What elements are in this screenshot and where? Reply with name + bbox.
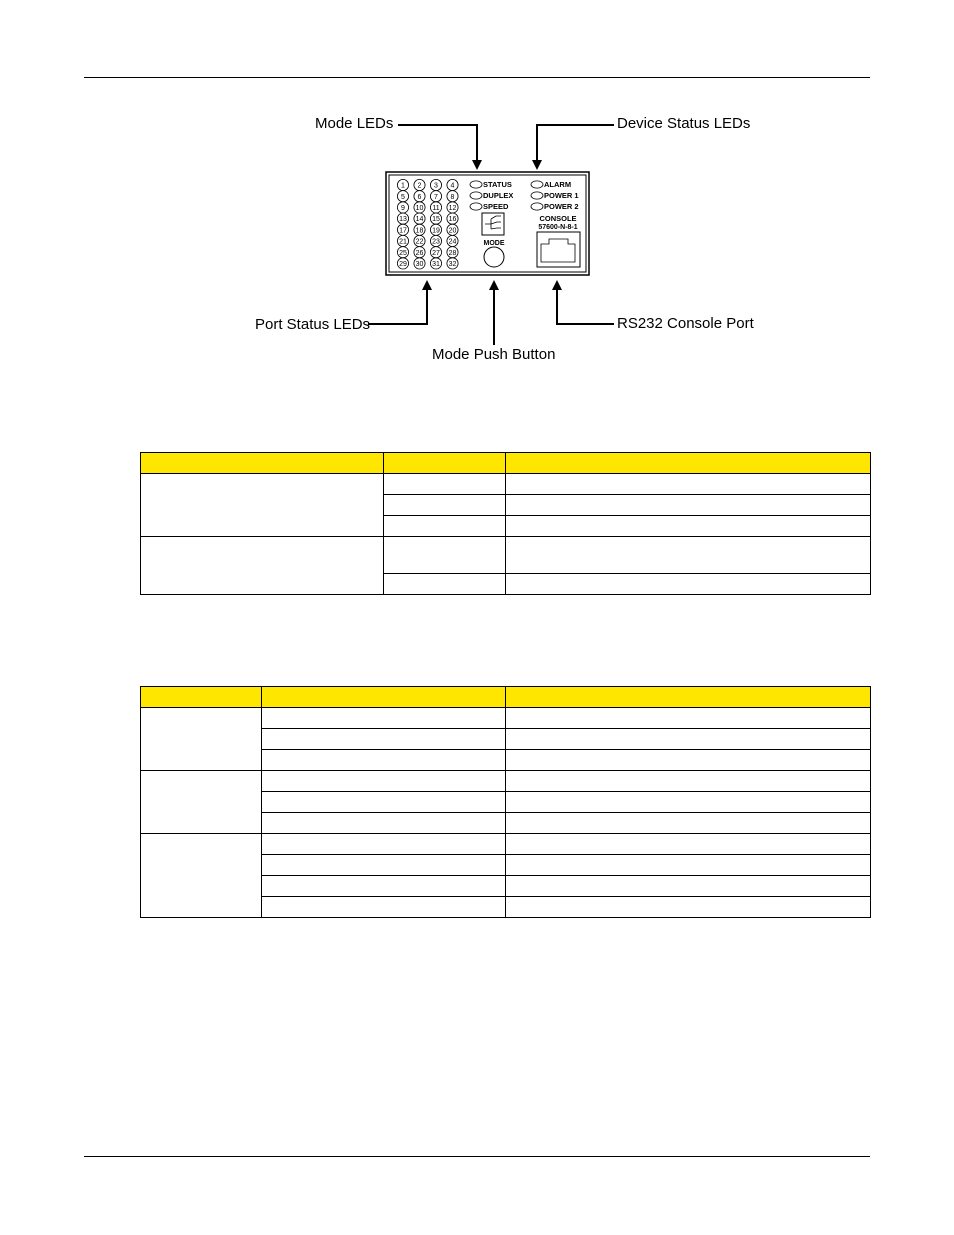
port-led-15 (430, 213, 441, 224)
port-led-number: 13 (399, 216, 407, 224)
port-led-22 (414, 235, 425, 246)
device-led-label: POWER 2 (544, 202, 579, 212)
table-header-row (141, 453, 871, 474)
mode-push-button[interactable] (484, 247, 504, 267)
table-row (141, 708, 871, 729)
port-led-table (140, 452, 871, 595)
console-port-leader (557, 284, 614, 324)
port-led-9 (397, 202, 408, 213)
callout-rs232-console-port: RS232 Console Port (617, 315, 754, 332)
port-led-6 (414, 191, 425, 202)
mode-led-status (470, 180, 512, 189)
device-led-alarm (531, 180, 571, 189)
port-led-number: 31 (432, 261, 440, 268)
port-led-7 (430, 191, 441, 202)
port-led-number: 16 (448, 216, 457, 224)
port-led-13 (397, 213, 408, 224)
port-led-11 (430, 202, 441, 213)
port-led-number: 22 (415, 238, 424, 246)
device-led-power-1 (531, 191, 579, 200)
port-led-number: 6 (417, 193, 422, 201)
port-led-number: 18 (415, 227, 424, 235)
port-led-number: 8 (450, 193, 455, 201)
port-led-number: 2 (417, 182, 422, 190)
port-led-29 (397, 258, 408, 269)
device-led-power-2 (531, 202, 579, 211)
port-led-26 (414, 247, 425, 258)
port-led-10 (414, 202, 425, 213)
port-led-number: 30 (415, 261, 424, 268)
port-led-number: 17 (399, 227, 407, 235)
port-led-28 (447, 247, 458, 258)
port-led-2 (414, 179, 425, 190)
mode-led-duplex (470, 191, 513, 200)
port-led-4 (447, 179, 458, 190)
port-led-number: 10 (415, 205, 424, 212)
port-led-number: 28 (448, 249, 457, 257)
port-led-20 (447, 224, 458, 235)
port-led-number: 24 (448, 238, 457, 246)
table-row (141, 834, 871, 855)
port-led-17 (397, 224, 408, 235)
port-led-12 (447, 202, 458, 213)
device-status-leader (537, 125, 614, 166)
port-led-23 (430, 235, 441, 246)
mode-leds-leader (398, 125, 477, 166)
device-led-label: POWER 1 (544, 191, 579, 201)
front-panel-diagram (0, 0, 954, 400)
mode-button-label: MODE (483, 240, 505, 247)
port-led-number: 21 (399, 238, 407, 246)
port-led-8 (447, 191, 458, 202)
mode-led-speed (470, 202, 509, 211)
port-led-30 (414, 258, 425, 269)
port-led-number: 12 (448, 205, 457, 212)
mode-led-label: DUPLEX (483, 191, 514, 201)
port-led-18 (414, 224, 425, 235)
table-row (141, 474, 871, 495)
table-row (141, 771, 871, 792)
port-led-number: 15 (432, 216, 440, 224)
port-led-1 (397, 179, 408, 190)
port-led-16 (447, 213, 458, 224)
port-led-31 (430, 258, 441, 269)
footer-rule (84, 1156, 870, 1157)
callout-mode-leds: Mode LEDs (315, 115, 394, 132)
port-led-number: 20 (448, 227, 457, 235)
port-led-5 (397, 191, 408, 202)
port-led-number: 3 (434, 182, 438, 190)
port-led-3 (430, 179, 441, 190)
mode-led-label: SPEED (483, 202, 509, 212)
device-led-label: ALARM (544, 180, 572, 190)
port-led-27 (430, 247, 441, 258)
callout-port-status-leds: Port Status LEDs (255, 316, 371, 333)
port-led-number: 25 (399, 249, 407, 257)
port-led-number: 7 (434, 193, 438, 201)
console-label: CONSOLE (539, 214, 577, 223)
port-led-number: 23 (432, 238, 440, 246)
port-led-number: 26 (415, 249, 424, 257)
port-led-number: 9 (401, 205, 405, 212)
callout-mode-push-button: Mode Push Button (432, 346, 556, 363)
port-led-number: 4 (450, 182, 455, 190)
port-led-14 (414, 213, 425, 224)
mode-led-group (470, 180, 513, 211)
port-led-number: 14 (415, 216, 424, 224)
table-header-row (141, 687, 871, 708)
table-row (141, 537, 871, 574)
mode-led-label: STATUS (483, 180, 512, 190)
port-led-number: 1 (401, 182, 405, 190)
port-led-number: 27 (432, 249, 440, 257)
front-panel-svg (0, 0, 954, 400)
port-led-number: 29 (399, 261, 407, 268)
port-led-24 (447, 235, 458, 246)
port-led-number: 5 (401, 193, 405, 201)
port-led-32 (447, 258, 458, 269)
port-led-number: 32 (448, 261, 457, 268)
console-settings: 57600-N-8-1 (538, 224, 578, 231)
port-led-number: 11 (432, 205, 440, 212)
port-led-21 (397, 235, 408, 246)
mode-led-table (140, 686, 871, 918)
port-status-leader (368, 284, 427, 324)
port-led-25 (397, 247, 408, 258)
callout-device-status-leds: Device Status LEDs (617, 115, 751, 132)
port-led-19 (430, 224, 441, 235)
port-led-number: 19 (432, 227, 440, 235)
